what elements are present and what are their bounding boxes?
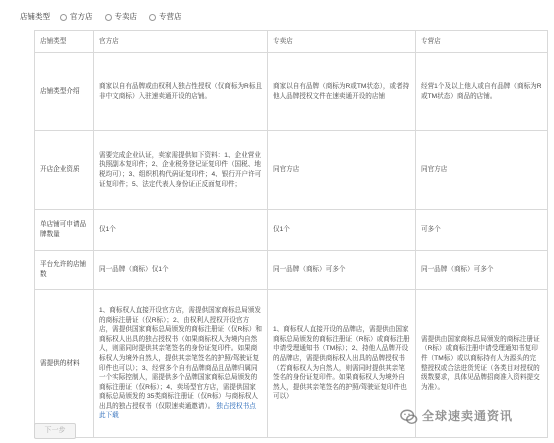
radio-category-store[interactable] [149,12,182,23]
table-cell: 1、商标权人直接开设的品牌店，需提供由国家商标总局颁发的商标注册证（R标）或商标注册申请受理通知书（TM标）；2、持他人品牌开设的品牌店，需提供商标权人出具的品牌授权书（若商标权人为自然人，则需同时提供其亲笔签名的身份证复印件。如果商标权人为境外自然人，提供其亲笔签名的护照/驾驶证复印件也可以） [268,290,416,438]
row-label: 需提供的材料 [35,290,94,438]
wechat-logo-icon [400,408,418,426]
radio-circle-icon[interactable] [149,14,156,21]
table-cell: 需提供由国家商标总局颁发的商标注册证（R标）或商标注册申请受理通知书复印件（TM标）或以商标持有人为源头的完整授权或合法进货凭证（各类目对授权的级数要求，具体见品牌招商准入资料提交为准）。 [416,290,548,438]
column-header: 专卖店 [268,31,416,53]
table-cell: 可多个 [416,210,548,251]
row-label: 开店企业资质 [35,131,94,210]
table-cell: 仅1个 [94,210,268,251]
store-type-selector [20,12,188,23]
store-type-comparison-table [34,30,548,438]
table-header-row [35,31,548,53]
column-header: 店铺类型 [35,31,94,53]
column-header: 官方店 [94,31,268,53]
radio-circle-icon[interactable] [60,14,67,21]
table-row [35,210,548,251]
table-cell: 同官方店 [268,131,416,210]
table-row [35,131,548,210]
radio-official-store[interactable] [60,12,93,23]
row-label: 单店铺可申请品牌数量 [35,210,94,251]
table-cell: 经营1个及以上他人或自有品牌（商标为R或TM状态）商品的店铺。 [416,53,548,131]
table-row [35,251,548,290]
materials-text: 1、商标权人直接开设官方店，需提供国家商标总局颁发的商标注册证（仅R标）；2、由权利人授权开设官方店，需提供国家商标总局颁发的商标注册证（仅R标）和商标权人出具的独占授权书（如果商标权人为境内自然人，则需同时提供其亲笔签名的身份证复印件。如果商标权人为境外自然人，提供其亲笔签名的护照/驾驶证复印件也可以）；3、经营多个自有品牌商品且品牌归属同一个实际控制人，需提供多个品牌国家商标总局颁发的商标注册证（仅R标）；4、卖场型官方店，需提供国家商标总局颁发的 35类商标注册证（仅R标）与商标权人出具的独占授权书（仅限速卖通邀请）。 [99,307,263,410]
watermark [400,408,513,426]
next-step-button[interactable]: 下一步 [34,423,76,439]
table-cell: 仅1个 [268,210,416,251]
radio-label: 专营店 [159,12,182,21]
table-cell: 同一品牌（商标）可多个 [268,251,416,290]
table-cell: 需要完成企业认证，卖家需提供如下资料：1、企业营业执照副本复印件；2、企业税务登记证复印件（国税、地税均可）；3、组织机构代码证复印件；4、银行开户许可证复印件；5、法定代表人身份证正反面复印件； [94,131,268,210]
row-label: 平台允许的店铺数 [35,251,94,290]
table-cell: 商家以自有品牌或由权利人独占性授权（仅商标为R标且非中文商标）入驻速卖通开设的店铺。 [94,53,268,131]
radio-label: 专卖店 [114,12,137,21]
watermark-text: 全球速卖通资讯 [422,409,514,424]
table-cell: 同一品牌（商标）可多个 [416,251,548,290]
table-row [35,53,548,131]
table-cell: 商家以自有品牌（商标为R或TM状态），或者持他人品牌授权文件在速卖通开设的店铺 [268,53,416,131]
column-header: 专营店 [416,31,548,53]
table-cell [94,290,268,438]
radio-label: 官方店 [70,12,93,21]
radio-brand-store[interactable] [105,12,138,23]
table-cell: 同一品牌（商标）仅1个 [94,251,268,290]
row-label: 店铺类型介绍 [35,53,94,131]
radio-circle-icon[interactable] [105,14,112,21]
download-authorization-link[interactable]: 独占授权书点此下载 [99,402,256,420]
table-cell: 同官方店 [416,131,548,210]
store-type-label: 店铺类型 [20,12,50,21]
